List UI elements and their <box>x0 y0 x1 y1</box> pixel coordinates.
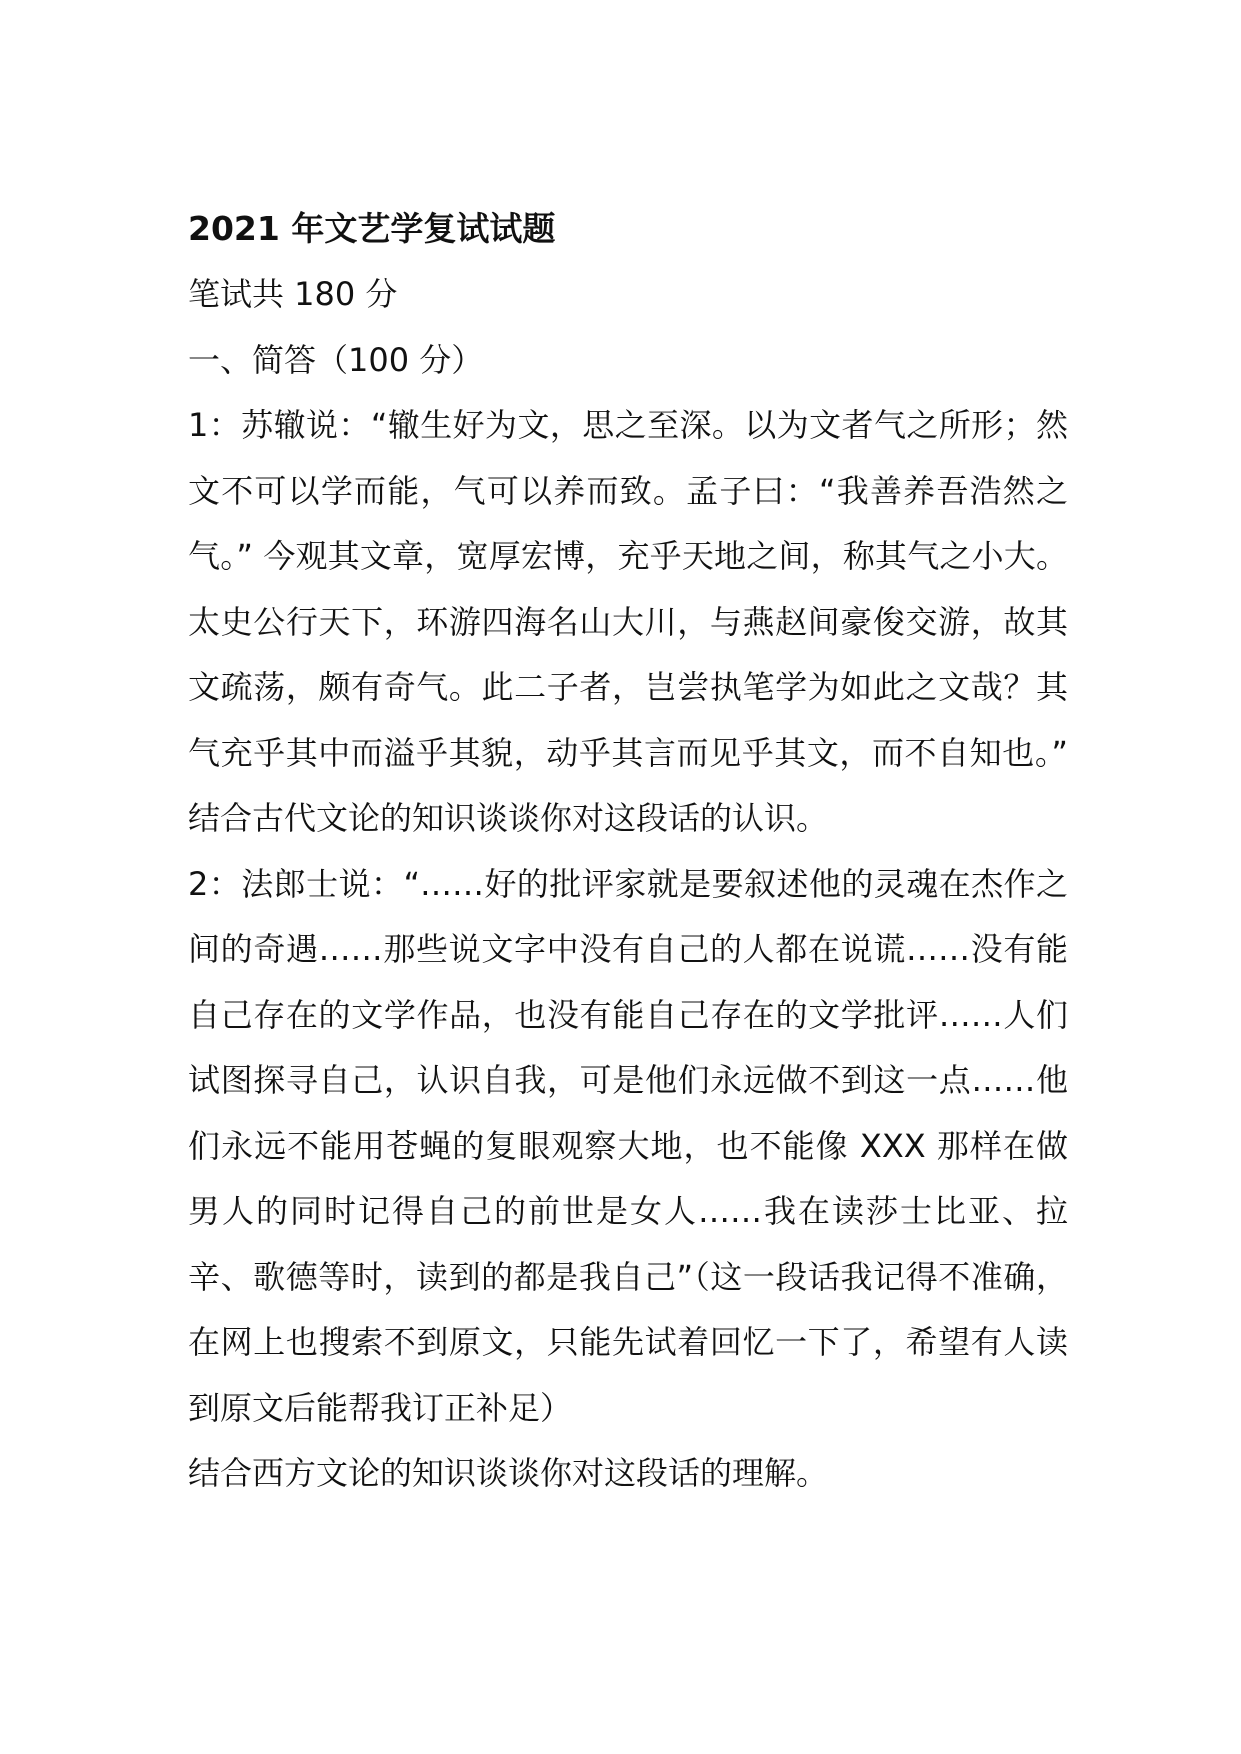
document-page <box>188 196 1068 1507</box>
section-heading: 一、简答（100 分） <box>188 340 484 379</box>
document-title: 2021 年文艺学复试试题 <box>188 209 556 248</box>
question-2-prompt: 结合西方文论的知识谈谈你对这段话的理解。 <box>188 1454 829 1492</box>
score-note: 笔试共 180 分 <box>188 275 398 313</box>
question-1: 1：苏辙说：“辙生好为文，思之至深。以为文者气之所形；然文不可以学而能，气可以养而致。孟子曰：“我善养吾浩然之气。” 今观其文章，宽厚宏博，充乎天地之间，称其气之小大。太史公行天下，环游四海名山大川，与燕赵间豪俊交游，故其文疏荡，颇有奇气。此二子者，岂尝执笔学为如此之文哉？其气充乎其中而溢乎其貌，动乎其言而见乎其文，而不自知也。” 结合古代文论的知识谈谈你对这段话的认识。 <box>188 406 1068 837</box>
question-2: 2：法郎士说：“……好的批评家就是要叙述他的灵魂在杰作之间的奇遇……那些说文字中没有自己的人都在说谎……没有能自己存在的文学作品，也没有能自己存在的文学批评……人们试图探寻自己，认识自我，可是他们永远做不到这一点……他们永远不能用苍蝇的复眼观察大地，也不能像 XXX 那样在做男人的同时记得自己的前世是女人……我在读莎士比亚、拉辛、歌德等时，读到的都是我自己”（这一段话我记得不准确，在网上也搜索不到原文，只能先试着回忆一下了，希望有人读到原文后能帮我订正补足） <box>188 864 1068 1427</box>
